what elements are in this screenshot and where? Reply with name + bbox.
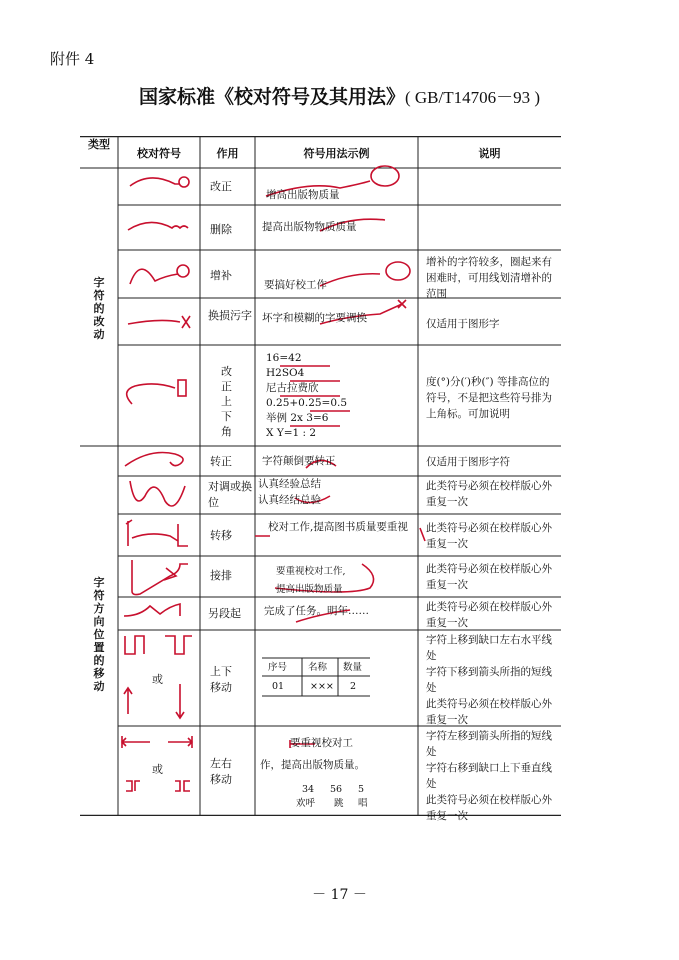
example-superscript-2: H2SO4 bbox=[266, 367, 305, 379]
page-title bbox=[0, 82, 679, 109]
example-superscript-4: 0.25+0.25=0.5 bbox=[266, 397, 348, 409]
or-label-horizontal: 或 bbox=[152, 763, 163, 776]
mini-table-header-qty: 数量 bbox=[343, 662, 363, 673]
lr-word-3: 唱 bbox=[358, 798, 368, 809]
mini-table-header-name: 名称 bbox=[308, 662, 328, 673]
title-text: 国家标准《校对符号及其用法》 bbox=[138, 86, 405, 108]
header-symbol: 校对符号 bbox=[137, 147, 181, 160]
example-delete: 提高出版物物质质量 bbox=[262, 221, 357, 233]
example-replace: 坏字和模糊的字要调换 bbox=[262, 312, 367, 324]
mini-table-header-no: 序号 bbox=[268, 662, 288, 673]
proofreading-table bbox=[80, 136, 561, 822]
example-superscript-5: 举例 2x 3=6 bbox=[266, 412, 329, 424]
lr-number-1: 34 bbox=[302, 784, 315, 795]
use-delete: 删除 bbox=[210, 223, 232, 236]
example-correct: 增高出版物质量 bbox=[266, 189, 340, 201]
or-label-vertical: 或 bbox=[152, 673, 163, 686]
example-join-2: 提高出版物质量 bbox=[276, 584, 343, 595]
example-swap-2: 认真经结总验 bbox=[258, 494, 321, 506]
use-insert: 增补 bbox=[210, 269, 232, 282]
note-insert: 增补的字符较多，圈起来有困难时，可用线划清增补的范围 bbox=[426, 256, 552, 300]
header-type: 类型 bbox=[88, 138, 110, 151]
proof-marks bbox=[122, 177, 192, 791]
use-move-horizontal: 左右移动 bbox=[210, 757, 232, 786]
note-swap: 此类符号必须在校样版心外重复一次 bbox=[426, 480, 552, 508]
header-use: 作用 bbox=[216, 147, 239, 160]
example-join-1: 要重视校对工作, bbox=[276, 566, 346, 577]
example-superscript-1: 16=42 bbox=[266, 352, 302, 364]
use-replace-damaged: 换损污字 bbox=[208, 309, 252, 322]
use-new-paragraph: 另段起 bbox=[208, 607, 241, 620]
mini-table-cell-no: 01 bbox=[272, 681, 285, 692]
example-superscript-6: X Y=1 : 2 bbox=[266, 427, 317, 439]
header-note: 说明 bbox=[478, 147, 501, 160]
mini-table-cell-name: ××× bbox=[310, 681, 334, 692]
example-new-paragraph: 完成了任务。明年…… bbox=[264, 605, 369, 617]
use-correct: 改正 bbox=[210, 180, 232, 193]
note-superscript: 度(°)分(′)秒(″) 等排高位的符号，不是把这些符号排为上角标。可加说明 bbox=[426, 376, 552, 420]
use-rotate: 转正 bbox=[210, 455, 232, 468]
header-example: 符号用法示例 bbox=[303, 147, 370, 160]
attachment-label: 附件 4 bbox=[50, 50, 95, 68]
group-label-character-move: 字符方向位置的移动 bbox=[93, 576, 105, 693]
note-join: 此类符号必须在校样版心外重复一次 bbox=[426, 563, 552, 591]
lr-number-3: 5 bbox=[358, 784, 365, 795]
example-horizontal-2: 作，提高出版物质量。 bbox=[260, 759, 365, 771]
note-rotate: 仅适用于图形字符 bbox=[426, 456, 510, 468]
example-rotate: 字符颠倒要转正 bbox=[262, 455, 336, 467]
use-move-vertical: 上下移动 bbox=[210, 665, 232, 694]
group-label-character-change: 字符的改动 bbox=[93, 276, 105, 341]
use-join: 接排 bbox=[210, 569, 232, 582]
note-replace: 仅适用于图形字 bbox=[426, 318, 500, 330]
lr-number-2: 56 bbox=[330, 784, 343, 795]
example-insert: 要搞好校工作 bbox=[264, 279, 327, 291]
note-new-paragraph: 此类符号必须在校样版心外重复一次 bbox=[426, 601, 552, 629]
example-superscript-3: 尼古拉费欣 bbox=[266, 382, 319, 394]
note-transfer: 此类符号必须在校样版心外重复一次 bbox=[426, 522, 552, 550]
example-swap-1: 认真经验总结 bbox=[258, 478, 321, 490]
use-superscript: 改正上下角 bbox=[221, 365, 232, 438]
example-transfer: 校对工作,提高图书质量要重视 bbox=[268, 521, 408, 533]
standard-code: ( GB/T14706－93 ) bbox=[404, 88, 541, 107]
lr-word-2: 跳 bbox=[334, 798, 344, 809]
example-horizontal-1: 要重视校对工 bbox=[290, 737, 353, 749]
lr-word-1: 欢呼 bbox=[296, 798, 316, 809]
use-transfer: 转移 bbox=[210, 529, 232, 542]
page-number: － 17 － bbox=[312, 887, 367, 903]
use-swap: 对调或换位 bbox=[208, 480, 252, 509]
note-move-horizontal: 字符左移到箭头所指的短线处 字符右移到缺口上下垂直线处 此类符号必须在校样版心外重复一次 bbox=[426, 730, 552, 822]
note-move-vertical: 字符上移到缺口左右水平线处 字符下移到箭头所指的短线处 此类符号必须在校样版心外重复一次 bbox=[426, 634, 552, 726]
mini-table-cell-qty: 2 bbox=[350, 681, 357, 692]
